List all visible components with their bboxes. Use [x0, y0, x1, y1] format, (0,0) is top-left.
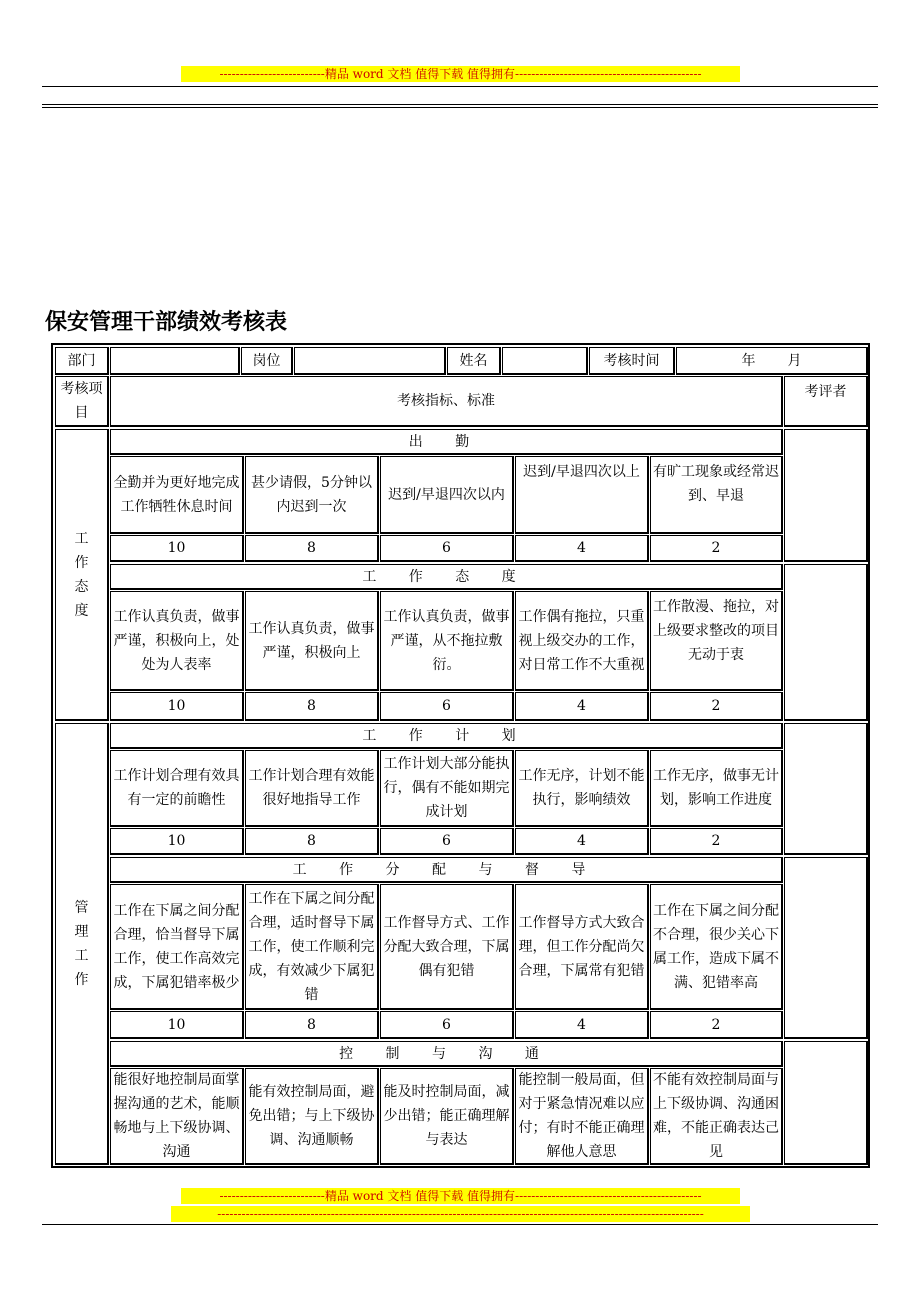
time-year: 年 [741, 352, 756, 369]
reviewer-cell[interactable] [784, 564, 868, 721]
criteria-cell: 工作散漫、拖拉，对上级要求整改的项目无动于衷 [650, 591, 783, 691]
score-cell: 8 [245, 1011, 379, 1039]
criteria-cell: 工作计划合理有效具有一定的前瞻性 [110, 750, 244, 827]
time-label: 考核时间 [589, 347, 675, 375]
criteria-cell: 能及时控制局面，减少出错；能正确理解与表达 [380, 1068, 514, 1165]
score-cell: 6 [380, 828, 514, 855]
score-cell: 2 [650, 692, 783, 721]
header-rule-double-2 [42, 107, 878, 108]
time-field[interactable] [676, 347, 868, 375]
score-cell: 4 [515, 828, 649, 855]
criteria-cell: 工作督导方式、工作分配大致合理，下属偶有犯错 [380, 884, 514, 1010]
criteria-cell: 甚少请假，5分钟以内迟到一次 [245, 456, 379, 534]
criteria-cell: 工作偶有拖拉，只重视上级交办的工作，对日常工作不大重视 [515, 591, 649, 691]
dept-label: 部门 [55, 347, 109, 375]
score-cell: 4 [515, 692, 649, 721]
criteria-cell: 能控制一般局面，但对于紧急情况难以应付；有时不能正确理解他人意思 [515, 1068, 649, 1165]
criteria-cell: 迟到/早退四次以内 [380, 456, 514, 534]
section-title-attendance: 出 勤 [110, 429, 783, 455]
score-cell: 2 [650, 1011, 783, 1039]
reviewer-cell[interactable] [784, 723, 868, 855]
score-cell: 2 [650, 535, 783, 562]
post-label: 岗位 [241, 347, 293, 375]
criteria-header: 考核指标、标准 [110, 376, 783, 427]
section-title-control: 控 制 与 沟 通 [110, 1041, 783, 1067]
score-cell: 2 [650, 828, 783, 855]
group-name: 工作态度 [74, 530, 89, 619]
reviewer-cell[interactable] [784, 857, 868, 1039]
criteria-cell: 工作在下属之间分配合理，恰当督导下属工作，使工作高效完成，下属犯错率极少 [110, 884, 244, 1010]
section-title-assignment: 工 作 分 配 与 督 导 [110, 857, 783, 883]
criteria-cell: 工作认真负责，做事严谨，积极向上 [245, 591, 379, 691]
header-banner: --------------------------精品 word 文档 值得下载 值得拥有---------------------------------------------- [181, 66, 740, 82]
score-cell: 6 [380, 692, 514, 721]
appraisal-table [51, 343, 870, 1168]
criteria-cell: 不能有效控制局面与上下级协调、沟通困难，不能正确表达己见 [650, 1068, 783, 1165]
score-cell: 8 [245, 535, 379, 562]
score-cell: 10 [110, 1011, 244, 1039]
criteria-cell: 工作认真负责，做事严谨，积极向上，处处为人表率 [110, 591, 244, 691]
header-rule-double [42, 104, 878, 105]
footer-rule [42, 1224, 878, 1225]
criteria-cell: 工作督导方式大致合理，但工作分配尚欠合理，下属常有犯错 [515, 884, 649, 1010]
criteria-cell: 工作无序，做事无计划，影响工作进度 [650, 750, 783, 827]
reviewer-header: 考评者 [784, 376, 868, 427]
group-label-attitude [55, 429, 109, 721]
criteria-cell: 全勤并为更好地完成工作牺牲休息时间 [110, 456, 244, 534]
page-title: 保安管理干部绩效考核表 [45, 310, 288, 335]
score-cell: 10 [110, 535, 244, 562]
group-label-management [55, 723, 109, 1165]
time-month: 月 [787, 352, 802, 369]
criteria-cell: 能有效控制局面，避免出错；与上下级协调、沟通顺畅 [245, 1068, 379, 1165]
score-cell: 8 [245, 692, 379, 721]
criteria-cell: 迟到/早退四次以上 [515, 456, 649, 534]
score-cell: 6 [380, 535, 514, 562]
criteria-cell: 工作在下属之间分配合理，适时督导下属工作，使工作顺利完成，有效减少下属犯错 [245, 884, 379, 1010]
post-field[interactable] [294, 347, 446, 375]
score-cell: 6 [380, 1011, 514, 1039]
reviewer-cell[interactable] [784, 429, 868, 562]
criteria-cell: 有旷工现象或经常迟到、早退 [650, 456, 783, 534]
footer-banner: --------------------------精品 word 文档 值得下载 值得拥有---------------------------------------------- [181, 1188, 740, 1204]
header-rule [42, 86, 878, 87]
criteria-cell: 工作认真负责，做事严谨，从不拖拉敷衍。 [380, 591, 514, 691]
footer-dashes: ------------------------------------------------------------------------------------------------------------------------ [171, 1206, 750, 1222]
score-cell: 8 [245, 828, 379, 855]
criteria-cell: 工作无序，计划不能执行，影响绩效 [515, 750, 649, 827]
criteria-cell: 工作在下属之间分配不合理，很少关心下属工作，造成下属不满、犯错率高 [650, 884, 783, 1010]
criteria-cell: 能很好地控制局面掌握沟通的艺术，能顺畅地与上下级协调、沟通 [110, 1068, 244, 1165]
criteria-cell: 工作计划大部分能执行，偶有不能如期完成计划 [380, 750, 514, 827]
name-label: 姓名 [447, 347, 501, 375]
group-name: 管理工作 [74, 899, 89, 988]
section-title-work-plan: 工 作 计 划 [110, 723, 783, 749]
section-title-work-attitude: 工 作 态 度 [110, 564, 783, 590]
score-cell: 4 [515, 1011, 649, 1039]
criteria-cell: 工作计划合理有效能很好地指导工作 [245, 750, 379, 827]
item-header: 考核项目 [55, 376, 109, 427]
dept-field[interactable] [110, 347, 240, 375]
score-cell: 10 [110, 828, 244, 855]
score-cell: 10 [110, 692, 244, 721]
name-field[interactable] [502, 347, 588, 375]
score-cell: 4 [515, 535, 649, 562]
reviewer-cell[interactable] [784, 1041, 868, 1165]
